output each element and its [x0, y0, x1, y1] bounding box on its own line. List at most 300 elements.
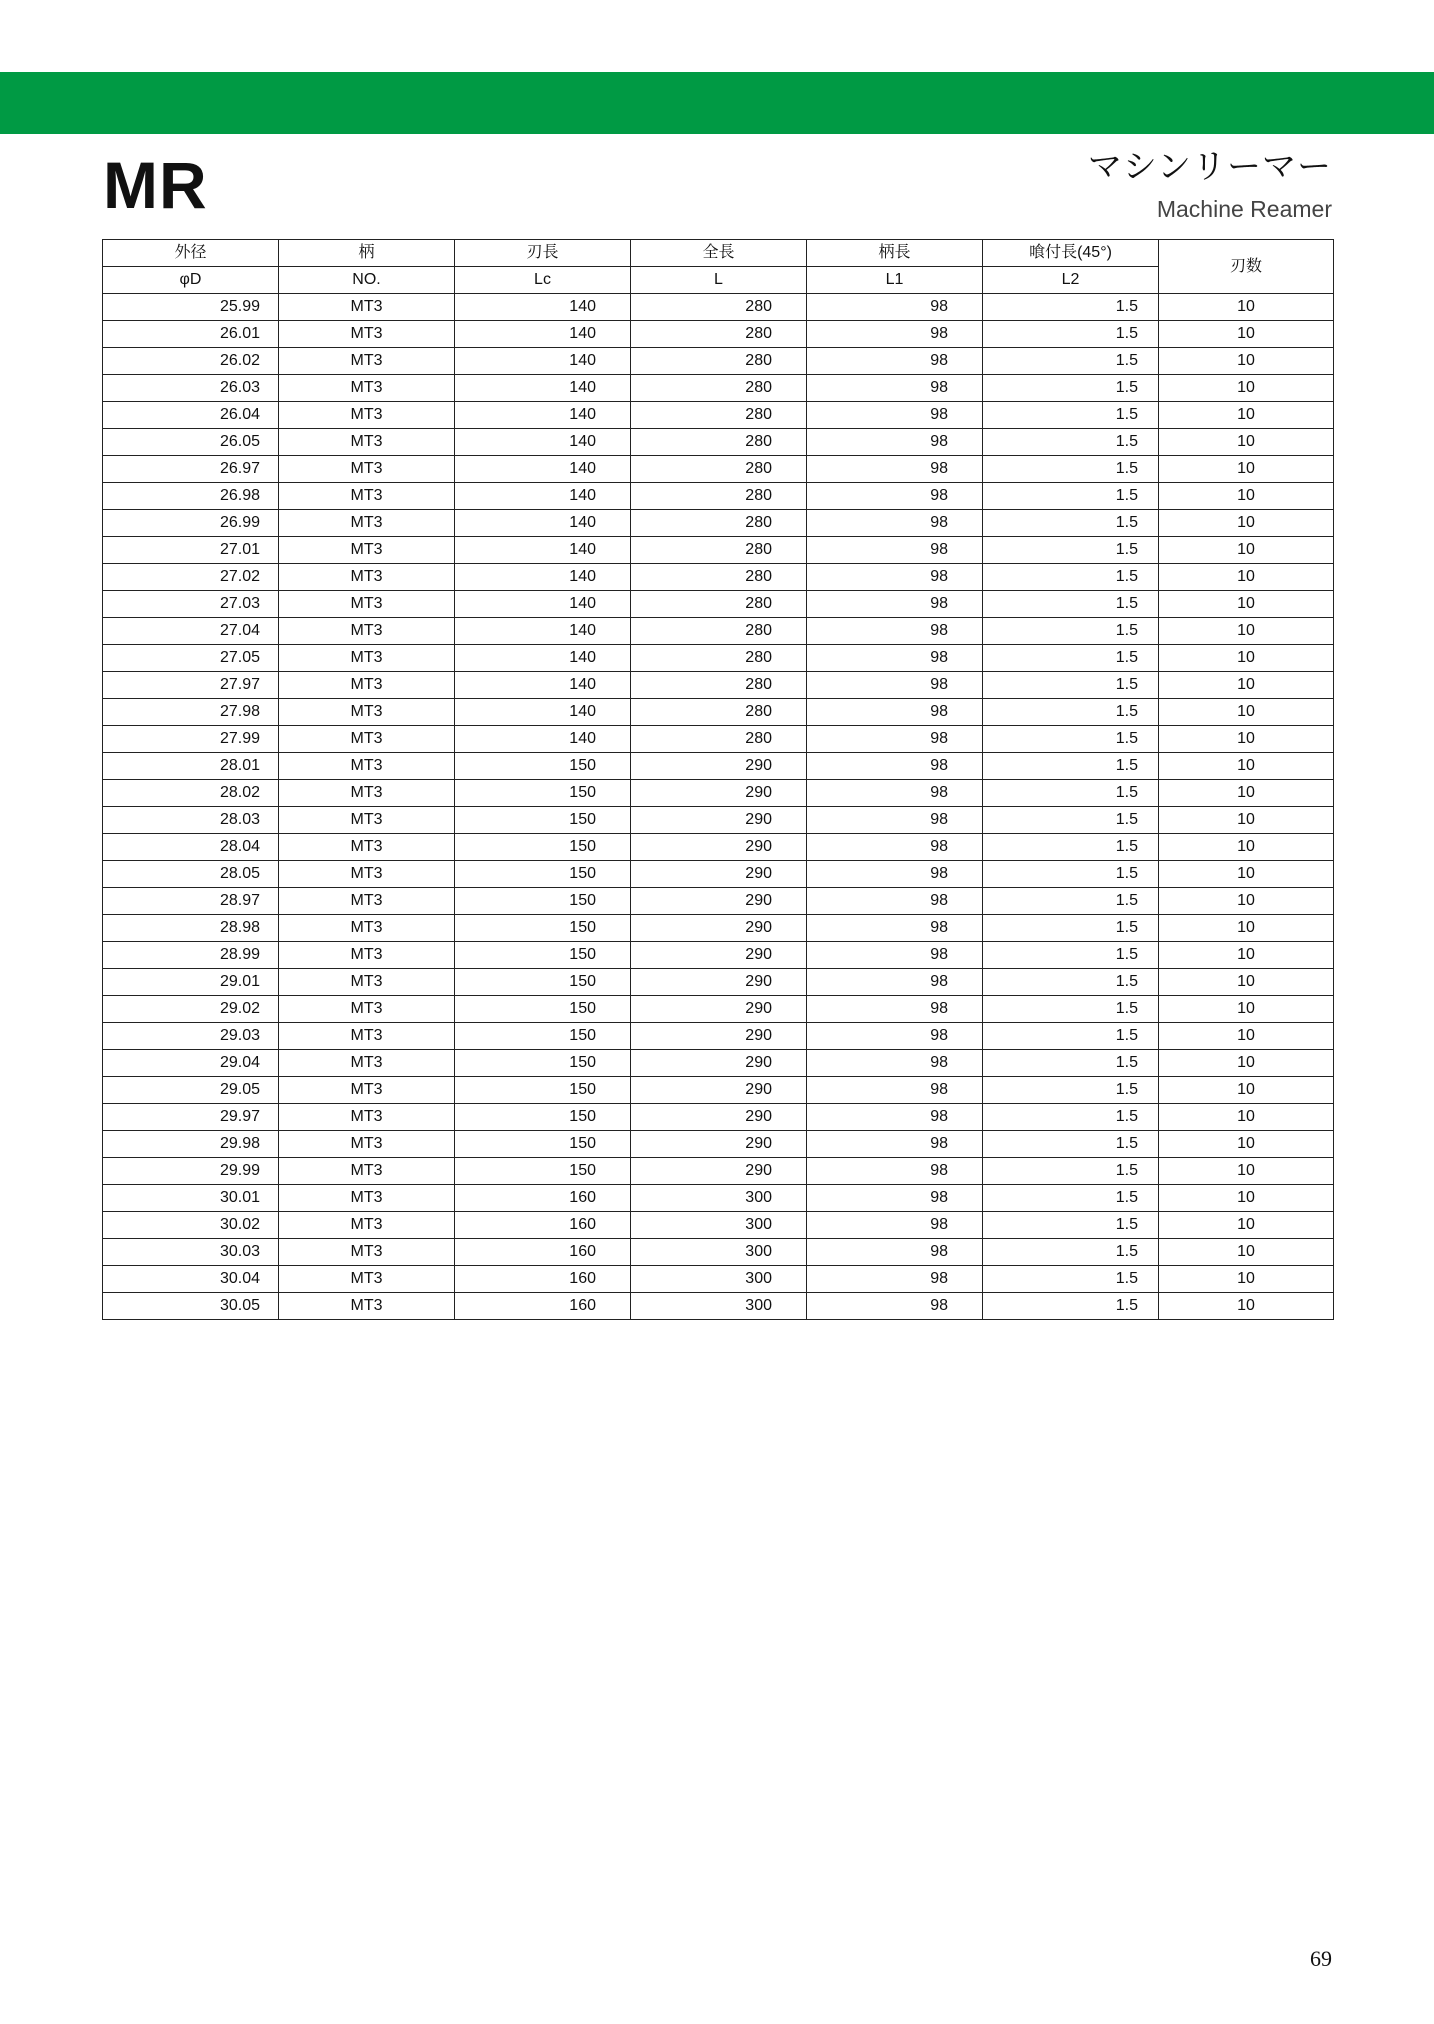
cell-chamfer-length: 1.5 [983, 1158, 1159, 1185]
cell-diameter: 28.01 [103, 753, 279, 780]
cell-chamfer-length: 1.5 [983, 915, 1159, 942]
cell-chamfer-length: 1.5 [983, 834, 1159, 861]
cell-shank: MT3 [279, 537, 455, 564]
cell-overall-length: 280 [631, 402, 807, 429]
cell-flute-length: 140 [455, 483, 631, 510]
cell-shank-length: 98 [807, 591, 983, 618]
cell-diameter: 28.05 [103, 861, 279, 888]
spec-table-body [103, 294, 1334, 1320]
cell-diameter: 29.99 [103, 1158, 279, 1185]
cell-overall-length: 280 [631, 645, 807, 672]
table-row [103, 1266, 1334, 1293]
cell-flutes: 10 [1159, 699, 1334, 726]
cell-overall-length: 280 [631, 510, 807, 537]
col-header-flute-length: 刃長 [455, 240, 631, 267]
cell-chamfer-length: 1.5 [983, 537, 1159, 564]
cell-shank-length: 98 [807, 1077, 983, 1104]
cell-shank: MT3 [279, 645, 455, 672]
cell-chamfer-length: 1.5 [983, 1131, 1159, 1158]
cell-shank-length: 98 [807, 753, 983, 780]
cell-shank: MT3 [279, 591, 455, 618]
cell-shank: MT3 [279, 1131, 455, 1158]
cell-flutes: 10 [1159, 618, 1334, 645]
cell-shank-length: 98 [807, 1266, 983, 1293]
cell-flutes: 10 [1159, 537, 1334, 564]
cell-diameter: 26.04 [103, 402, 279, 429]
cell-shank-length: 98 [807, 1023, 983, 1050]
cell-overall-length: 280 [631, 726, 807, 753]
cell-flutes: 10 [1159, 564, 1334, 591]
cell-flute-length: 140 [455, 591, 631, 618]
cell-diameter: 29.03 [103, 1023, 279, 1050]
cell-flutes: 10 [1159, 807, 1334, 834]
cell-chamfer-length: 1.5 [983, 1266, 1159, 1293]
col-sub-shank-length: L1 [807, 267, 983, 294]
cell-shank: MT3 [279, 321, 455, 348]
cell-shank: MT3 [279, 672, 455, 699]
cell-shank: MT3 [279, 888, 455, 915]
cell-overall-length: 290 [631, 780, 807, 807]
cell-flutes: 10 [1159, 726, 1334, 753]
cell-shank-length: 98 [807, 321, 983, 348]
cell-shank-length: 98 [807, 564, 983, 591]
cell-overall-length: 280 [631, 321, 807, 348]
col-sub-overall-length: L [631, 267, 807, 294]
table-row [103, 294, 1334, 321]
cell-flutes: 10 [1159, 348, 1334, 375]
table-row [103, 321, 1334, 348]
cell-diameter: 28.97 [103, 888, 279, 915]
cell-shank: MT3 [279, 942, 455, 969]
table-row [103, 1131, 1334, 1158]
cell-shank: MT3 [279, 1158, 455, 1185]
cell-flutes: 10 [1159, 1212, 1334, 1239]
table-row [103, 942, 1334, 969]
cell-overall-length: 290 [631, 1023, 807, 1050]
cell-flutes: 10 [1159, 510, 1334, 537]
cell-flute-length: 160 [455, 1212, 631, 1239]
cell-shank: MT3 [279, 834, 455, 861]
cell-shank-length: 98 [807, 1050, 983, 1077]
cell-flute-length: 160 [455, 1239, 631, 1266]
cell-shank: MT3 [279, 402, 455, 429]
cell-shank-length: 98 [807, 510, 983, 537]
cell-flutes: 10 [1159, 942, 1334, 969]
cell-flutes: 10 [1159, 915, 1334, 942]
cell-flutes: 10 [1159, 1185, 1334, 1212]
cell-shank-length: 98 [807, 861, 983, 888]
cell-shank-length: 98 [807, 672, 983, 699]
cell-diameter: 26.05 [103, 429, 279, 456]
page-number: 69 [1310, 1946, 1332, 1971]
cell-shank: MT3 [279, 483, 455, 510]
cell-flutes: 10 [1159, 753, 1334, 780]
cell-shank: MT3 [279, 294, 455, 321]
header-band [0, 72, 1434, 134]
cell-chamfer-length: 1.5 [983, 780, 1159, 807]
table-row [103, 537, 1334, 564]
cell-flutes: 10 [1159, 1158, 1334, 1185]
cell-flute-length: 150 [455, 834, 631, 861]
cell-diameter: 25.99 [103, 294, 279, 321]
cell-shank: MT3 [279, 996, 455, 1023]
cell-flute-length: 150 [455, 996, 631, 1023]
cell-chamfer-length: 1.5 [983, 510, 1159, 537]
cell-shank-length: 98 [807, 456, 983, 483]
cell-flute-length: 160 [455, 1185, 631, 1212]
table-row [103, 618, 1334, 645]
cell-flutes: 10 [1159, 780, 1334, 807]
cell-overall-length: 290 [631, 1104, 807, 1131]
table-row [103, 1293, 1334, 1320]
product-code: MR [103, 148, 208, 222]
cell-chamfer-length: 1.5 [983, 1239, 1159, 1266]
cell-overall-length: 280 [631, 483, 807, 510]
cell-shank: MT3 [279, 1266, 455, 1293]
cell-chamfer-length: 1.5 [983, 1077, 1159, 1104]
cell-shank-length: 98 [807, 996, 983, 1023]
cell-shank: MT3 [279, 699, 455, 726]
cell-chamfer-length: 1.5 [983, 429, 1159, 456]
cell-diameter: 30.02 [103, 1212, 279, 1239]
table-row [103, 996, 1334, 1023]
cell-overall-length: 280 [631, 672, 807, 699]
cell-diameter: 26.99 [103, 510, 279, 537]
cell-flutes: 10 [1159, 1266, 1334, 1293]
cell-diameter: 27.03 [103, 591, 279, 618]
table-row [103, 699, 1334, 726]
cell-shank-length: 98 [807, 699, 983, 726]
cell-overall-length: 280 [631, 348, 807, 375]
cell-shank-length: 98 [807, 1293, 983, 1320]
cell-chamfer-length: 1.5 [983, 294, 1159, 321]
cell-shank-length: 98 [807, 618, 983, 645]
cell-shank: MT3 [279, 1077, 455, 1104]
cell-overall-length: 290 [631, 753, 807, 780]
cell-overall-length: 280 [631, 618, 807, 645]
cell-overall-length: 280 [631, 537, 807, 564]
cell-flutes: 10 [1159, 375, 1334, 402]
table-row [103, 726, 1334, 753]
table-row [103, 753, 1334, 780]
cell-flute-length: 140 [455, 618, 631, 645]
cell-flutes: 10 [1159, 888, 1334, 915]
cell-chamfer-length: 1.5 [983, 996, 1159, 1023]
cell-overall-length: 300 [631, 1212, 807, 1239]
cell-diameter: 26.02 [103, 348, 279, 375]
cell-flute-length: 140 [455, 564, 631, 591]
cell-shank-length: 98 [807, 942, 983, 969]
cell-overall-length: 290 [631, 888, 807, 915]
cell-chamfer-length: 1.5 [983, 753, 1159, 780]
cell-diameter: 30.03 [103, 1239, 279, 1266]
cell-shank: MT3 [279, 375, 455, 402]
cell-diameter: 29.01 [103, 969, 279, 996]
cell-flutes: 10 [1159, 294, 1334, 321]
cell-flute-length: 140 [455, 645, 631, 672]
cell-shank-length: 98 [807, 1239, 983, 1266]
cell-overall-length: 290 [631, 861, 807, 888]
cell-flute-length: 150 [455, 1050, 631, 1077]
cell-diameter: 28.98 [103, 915, 279, 942]
cell-chamfer-length: 1.5 [983, 456, 1159, 483]
table-row [103, 780, 1334, 807]
table-row [103, 348, 1334, 375]
cell-flutes: 10 [1159, 1239, 1334, 1266]
cell-chamfer-length: 1.5 [983, 348, 1159, 375]
spec-table [102, 239, 1334, 1320]
cell-flutes: 10 [1159, 429, 1334, 456]
cell-overall-length: 290 [631, 1158, 807, 1185]
cell-flute-length: 140 [455, 537, 631, 564]
cell-shank-length: 98 [807, 915, 983, 942]
cell-overall-length: 290 [631, 1050, 807, 1077]
cell-flute-length: 150 [455, 915, 631, 942]
cell-overall-length: 280 [631, 564, 807, 591]
cell-overall-length: 280 [631, 375, 807, 402]
cell-diameter: 26.03 [103, 375, 279, 402]
table-row [103, 591, 1334, 618]
cell-shank-length: 98 [807, 429, 983, 456]
cell-flutes: 10 [1159, 402, 1334, 429]
cell-shank: MT3 [279, 348, 455, 375]
cell-chamfer-length: 1.5 [983, 672, 1159, 699]
cell-flutes: 10 [1159, 483, 1334, 510]
cell-diameter: 30.01 [103, 1185, 279, 1212]
cell-flutes: 10 [1159, 672, 1334, 699]
cell-shank: MT3 [279, 861, 455, 888]
cell-flute-length: 140 [455, 456, 631, 483]
col-header-shank-length: 柄長 [807, 240, 983, 267]
cell-shank: MT3 [279, 1185, 455, 1212]
cell-chamfer-length: 1.5 [983, 402, 1159, 429]
cell-flute-length: 140 [455, 429, 631, 456]
table-row [103, 645, 1334, 672]
cell-diameter: 29.02 [103, 996, 279, 1023]
cell-shank: MT3 [279, 618, 455, 645]
table-row [103, 375, 1334, 402]
col-header-diameter: 外径 [103, 240, 279, 267]
table-row [103, 1158, 1334, 1185]
cell-flutes: 10 [1159, 969, 1334, 996]
table-row [103, 1185, 1334, 1212]
cell-chamfer-length: 1.5 [983, 942, 1159, 969]
cell-diameter: 27.99 [103, 726, 279, 753]
cell-diameter: 30.05 [103, 1293, 279, 1320]
cell-flute-length: 150 [455, 1023, 631, 1050]
cell-flute-length: 150 [455, 1158, 631, 1185]
cell-diameter: 27.01 [103, 537, 279, 564]
cell-shank: MT3 [279, 1212, 455, 1239]
header-row-top [103, 240, 1334, 267]
cell-flute-length: 160 [455, 1266, 631, 1293]
cell-shank-length: 98 [807, 1158, 983, 1185]
cell-flute-length: 150 [455, 969, 631, 996]
table-row [103, 429, 1334, 456]
cell-diameter: 29.05 [103, 1077, 279, 1104]
cell-flutes: 10 [1159, 1104, 1334, 1131]
table-row [103, 1212, 1334, 1239]
cell-chamfer-length: 1.5 [983, 591, 1159, 618]
table-row [103, 807, 1334, 834]
cell-shank-length: 98 [807, 834, 983, 861]
cell-flutes: 10 [1159, 1131, 1334, 1158]
cell-diameter: 27.05 [103, 645, 279, 672]
cell-diameter: 27.98 [103, 699, 279, 726]
cell-chamfer-length: 1.5 [983, 699, 1159, 726]
cell-shank: MT3 [279, 780, 455, 807]
cell-flute-length: 150 [455, 753, 631, 780]
table-row [103, 969, 1334, 996]
cell-chamfer-length: 1.5 [983, 807, 1159, 834]
cell-overall-length: 300 [631, 1293, 807, 1320]
cell-diameter: 27.02 [103, 564, 279, 591]
cell-shank: MT3 [279, 456, 455, 483]
cell-overall-length: 290 [631, 942, 807, 969]
cell-overall-length: 280 [631, 429, 807, 456]
cell-flutes: 10 [1159, 996, 1334, 1023]
cell-diameter: 29.97 [103, 1104, 279, 1131]
cell-flute-length: 150 [455, 942, 631, 969]
cell-diameter: 27.04 [103, 618, 279, 645]
cell-chamfer-length: 1.5 [983, 483, 1159, 510]
cell-flutes: 10 [1159, 834, 1334, 861]
cell-flute-length: 140 [455, 348, 631, 375]
cell-flute-length: 140 [455, 402, 631, 429]
cell-diameter: 29.04 [103, 1050, 279, 1077]
cell-flutes: 10 [1159, 591, 1334, 618]
cell-shank-length: 98 [807, 1185, 983, 1212]
col-header-chamfer-length: 喰付長(45°) [983, 240, 1159, 267]
col-sub-flute-length: Lc [455, 267, 631, 294]
cell-shank-length: 98 [807, 483, 983, 510]
cell-shank-length: 98 [807, 888, 983, 915]
cell-shank: MT3 [279, 1104, 455, 1131]
cell-shank-length: 98 [807, 807, 983, 834]
cell-overall-length: 290 [631, 807, 807, 834]
cell-chamfer-length: 1.5 [983, 861, 1159, 888]
cell-chamfer-length: 1.5 [983, 888, 1159, 915]
cell-shank-length: 98 [807, 1131, 983, 1158]
cell-flutes: 10 [1159, 861, 1334, 888]
cell-overall-length: 300 [631, 1185, 807, 1212]
cell-shank: MT3 [279, 564, 455, 591]
cell-shank: MT3 [279, 1023, 455, 1050]
cell-shank-length: 98 [807, 1212, 983, 1239]
cell-diameter: 26.98 [103, 483, 279, 510]
cell-diameter: 27.97 [103, 672, 279, 699]
table-row [103, 672, 1334, 699]
cell-flutes: 10 [1159, 456, 1334, 483]
cell-diameter: 28.02 [103, 780, 279, 807]
cell-diameter: 26.01 [103, 321, 279, 348]
cell-shank-length: 98 [807, 375, 983, 402]
cell-shank-length: 98 [807, 645, 983, 672]
col-header-flutes: 刃数 [1159, 240, 1334, 294]
cell-overall-length: 290 [631, 1131, 807, 1158]
cell-flute-length: 140 [455, 726, 631, 753]
product-title-ja: マシンリーマー [1087, 148, 1332, 186]
cell-chamfer-length: 1.5 [983, 645, 1159, 672]
cell-flute-length: 140 [455, 510, 631, 537]
cell-shank: MT3 [279, 1293, 455, 1320]
cell-diameter: 28.03 [103, 807, 279, 834]
cell-shank-length: 98 [807, 348, 983, 375]
cell-shank-length: 98 [807, 402, 983, 429]
cell-diameter: 26.97 [103, 456, 279, 483]
cell-shank-length: 98 [807, 294, 983, 321]
col-header-overall-length: 全長 [631, 240, 807, 267]
cell-chamfer-length: 1.5 [983, 969, 1159, 996]
header-row-sub [103, 267, 1334, 294]
cell-overall-length: 280 [631, 591, 807, 618]
cell-flute-length: 140 [455, 375, 631, 402]
cell-chamfer-length: 1.5 [983, 1185, 1159, 1212]
cell-shank: MT3 [279, 510, 455, 537]
cell-flute-length: 150 [455, 1077, 631, 1104]
table-row [103, 1104, 1334, 1131]
cell-shank: MT3 [279, 1239, 455, 1266]
cell-shank: MT3 [279, 807, 455, 834]
cell-shank-length: 98 [807, 726, 983, 753]
col-sub-shank: NO. [279, 267, 455, 294]
cell-flute-length: 150 [455, 1131, 631, 1158]
cell-overall-length: 300 [631, 1266, 807, 1293]
table-row [103, 510, 1334, 537]
cell-diameter: 30.04 [103, 1266, 279, 1293]
cell-diameter: 28.99 [103, 942, 279, 969]
cell-flute-length: 140 [455, 672, 631, 699]
cell-flute-length: 140 [455, 294, 631, 321]
cell-flute-length: 150 [455, 1104, 631, 1131]
table-row [103, 861, 1334, 888]
cell-chamfer-length: 1.5 [983, 726, 1159, 753]
cell-chamfer-length: 1.5 [983, 1023, 1159, 1050]
cell-overall-length: 290 [631, 915, 807, 942]
cell-diameter: 28.04 [103, 834, 279, 861]
cell-overall-length: 290 [631, 996, 807, 1023]
cell-chamfer-length: 1.5 [983, 321, 1159, 348]
col-header-shank: 柄 [279, 240, 455, 267]
table-row [103, 1023, 1334, 1050]
cell-flutes: 10 [1159, 321, 1334, 348]
cell-chamfer-length: 1.5 [983, 618, 1159, 645]
cell-flutes: 10 [1159, 1077, 1334, 1104]
cell-shank: MT3 [279, 969, 455, 996]
table-row [103, 1050, 1334, 1077]
cell-shank: MT3 [279, 915, 455, 942]
table-row [103, 888, 1334, 915]
cell-flute-length: 140 [455, 699, 631, 726]
cell-flute-length: 150 [455, 888, 631, 915]
cell-shank-length: 98 [807, 537, 983, 564]
cell-flute-length: 150 [455, 780, 631, 807]
cell-chamfer-length: 1.5 [983, 375, 1159, 402]
col-sub-chamfer-length: L2 [983, 267, 1159, 294]
table-row [103, 915, 1334, 942]
cell-shank-length: 98 [807, 1104, 983, 1131]
cell-flute-length: 150 [455, 861, 631, 888]
cell-flute-length: 140 [455, 321, 631, 348]
cell-overall-length: 280 [631, 294, 807, 321]
cell-overall-length: 290 [631, 1077, 807, 1104]
table-row [103, 483, 1334, 510]
cell-overall-length: 290 [631, 834, 807, 861]
cell-flute-length: 150 [455, 807, 631, 834]
table-row [103, 1077, 1334, 1104]
cell-chamfer-length: 1.5 [983, 1293, 1159, 1320]
cell-flute-length: 160 [455, 1293, 631, 1320]
